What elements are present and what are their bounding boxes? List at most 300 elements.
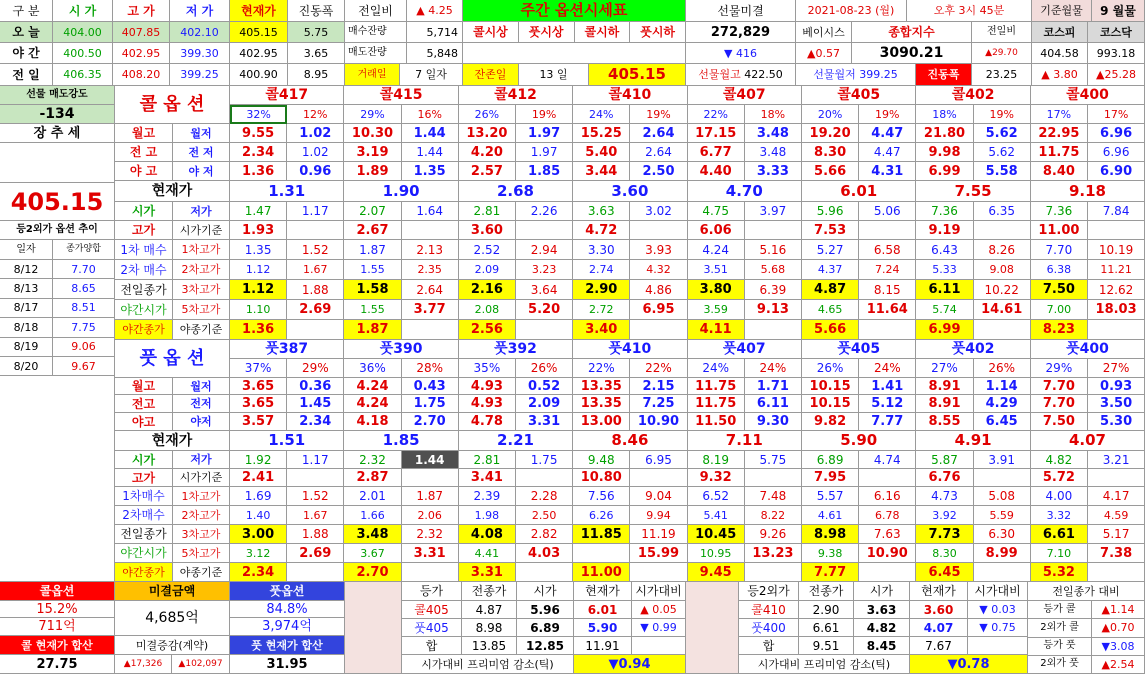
put-b5: 6.45 — [916, 563, 973, 582]
put-s1: 9.04 — [630, 487, 687, 506]
put-b3: 10.45 — [688, 525, 745, 544]
signal-blank — [463, 43, 686, 64]
kosdaq-label: 코스닥 — [1088, 22, 1145, 43]
put-night-high: 7.50 — [1031, 413, 1088, 431]
call-s4: 5.20 — [516, 300, 573, 320]
put-low: 6.95 — [630, 451, 687, 469]
put-current: 5.90 — [802, 431, 916, 451]
put-pct-1: 22% — [573, 359, 630, 378]
put-lbl-month-a: 월고 — [115, 378, 173, 395]
put-strike-name[interactable]: 풋405 — [802, 340, 916, 359]
history-value: 8.65 — [53, 279, 115, 298]
call-b3: 2.16 — [459, 280, 516, 300]
call-lbl-night-b: 야 저 — [173, 162, 230, 181]
call-b5: 3.40 — [573, 320, 630, 340]
month-high-value: 422.50 — [744, 68, 783, 81]
call-s3: 6.39 — [745, 280, 802, 300]
call-s5 — [516, 320, 573, 340]
put-lbl-openlow-b: 저가 — [173, 451, 230, 469]
bottom-call-sum-label: 콜 현재가 합산 — [0, 636, 115, 655]
row-cur-prev: 400.90 — [230, 64, 288, 86]
call-night-low: 6.90 — [1088, 162, 1145, 181]
bottom-oi-label: 미결금액 — [115, 582, 230, 601]
call-b1: 6.43 — [916, 240, 973, 260]
call-pct-2: 12% — [287, 105, 344, 124]
put-open: 8.19 — [688, 451, 745, 469]
call-b2: 5.33 — [916, 260, 973, 280]
atm-row-prev: 8.98 — [462, 619, 517, 637]
call-lbl-cur: 현재가 — [115, 181, 230, 202]
put-prev-high: 10.15 — [802, 395, 859, 413]
call-lbl-highref-b: 시가기준 — [173, 221, 230, 240]
put-b4: 3.67 — [344, 544, 401, 563]
call-s3: 3.64 — [516, 280, 573, 300]
call-high-ref — [516, 221, 573, 240]
row-cur-today: 405.15 — [230, 22, 288, 43]
call-pct-2: 17% — [1088, 105, 1145, 124]
put-s2: 9.94 — [630, 506, 687, 525]
row-cur-night: 402.95 — [230, 43, 288, 64]
put-open: 2.32 — [344, 451, 401, 469]
call-b1: 5.27 — [802, 240, 859, 260]
put-b4 — [573, 544, 630, 563]
otm2-row-open: 4.82 — [854, 619, 910, 637]
call-pct-1: 32% — [230, 105, 287, 124]
call-lbl-lv1-b: 1차고가 — [173, 240, 230, 260]
put-open: 1.92 — [230, 451, 287, 469]
call-pct-2: 19% — [516, 105, 573, 124]
call-month-high: 21.80 — [916, 124, 973, 143]
call-s3: 4.86 — [630, 280, 687, 300]
range-label: 진동폭 — [916, 64, 972, 86]
atm-row-diff: ▼ 0.99 — [632, 619, 686, 637]
put-high: 5.72 — [1031, 469, 1088, 487]
signal-1[interactable]: 풋시상 — [519, 22, 575, 43]
put-current: 1.51 — [230, 431, 344, 451]
put-pct-1: 37% — [230, 359, 287, 378]
strength-value: -134 — [0, 105, 115, 124]
put-b2: 5.41 — [688, 506, 745, 525]
put-lbl-lv5-a: 야간종가 — [115, 563, 173, 582]
atm-premium-label: 시가대비 프리미엄 감소(틱) — [402, 655, 574, 674]
put-high: 7.95 — [802, 469, 859, 487]
call-s2: 1.67 — [287, 260, 344, 280]
call-pct-1: 22% — [688, 105, 745, 124]
call-b1: 4.24 — [688, 240, 745, 260]
atm-row-name: 풋405 — [402, 619, 462, 637]
call-month-high: 9.55 — [230, 124, 287, 143]
atm-row-prev: 13.85 — [462, 637, 517, 655]
bottom-oi-change-b: ▲102,097 — [172, 655, 230, 674]
put-s1: 2.28 — [516, 487, 573, 506]
signal-0[interactable]: 콜시상 — [463, 22, 519, 43]
call-lbl-lv2-b: 2차고가 — [173, 260, 230, 280]
call-lbl-lv1-a: 1차 매수 — [115, 240, 173, 260]
compare-label: 2외가 풋 — [1028, 656, 1092, 674]
call-high: 2.67 — [344, 221, 401, 240]
call-lbl-highref-a: 고가 — [115, 221, 173, 240]
trend-label: 장 추 세 — [0, 124, 115, 143]
put-night-low: 9.30 — [745, 413, 802, 431]
call-high-ref — [974, 221, 1031, 240]
call-current: 6.01 — [802, 181, 916, 202]
atm-row-open: 12.85 — [517, 637, 574, 655]
call-b5: 1.36 — [230, 320, 287, 340]
put-pct-1: 24% — [688, 359, 745, 378]
call-lbl-lv3-a: 전일종가 — [115, 280, 173, 300]
put-strike-name[interactable]: 풋400 — [1031, 340, 1145, 359]
put-prev-high: 7.70 — [1031, 395, 1088, 413]
put-prev-low: 1.45 — [287, 395, 344, 413]
call-month-high: 10.30 — [344, 124, 401, 143]
otm2-row-open: 3.63 — [854, 601, 910, 619]
call-s1: 8.26 — [974, 240, 1031, 260]
put-b3: 8.98 — [802, 525, 859, 544]
call-low: 2.26 — [516, 202, 573, 221]
call-b2: 1.55 — [344, 260, 401, 280]
put-low: 3.91 — [974, 451, 1031, 469]
put-high: 10.80 — [573, 469, 630, 487]
otm2-row-cur: 4.07 — [910, 619, 968, 637]
call-b2: 3.51 — [688, 260, 745, 280]
put-night-high: 3.57 — [230, 413, 287, 431]
bottom-put-amount: 3,974억 — [230, 618, 345, 636]
call-lbl-openlow-a: 시가 — [115, 202, 173, 221]
put-s2: 6.78 — [859, 506, 916, 525]
put-high: 9.32 — [688, 469, 745, 487]
call-night-high: 6.99 — [916, 162, 973, 181]
otm2-row-diff: ▼ 0.75 — [968, 619, 1028, 637]
call-strike-name[interactable]: 콜400 — [1031, 86, 1145, 105]
call-b1: 1.87 — [344, 240, 401, 260]
put-s1: 1.87 — [402, 487, 459, 506]
header-open: 시 가 — [53, 0, 113, 22]
call-high-ref — [1088, 221, 1145, 240]
put-night-low: 3.31 — [516, 413, 573, 431]
call-strike-name[interactable]: 콜415 — [344, 86, 458, 105]
row-range-prev: 8.95 — [288, 64, 345, 86]
call-strike-name[interactable]: 콜417 — [230, 86, 344, 105]
otm2-row-name: 풋400 — [739, 619, 799, 637]
call-current: 7.55 — [916, 181, 1030, 202]
call-current: 4.70 — [688, 181, 802, 202]
atm-side-panel — [345, 582, 402, 674]
put-high-ref — [630, 469, 687, 487]
otm2-header-2: 시가 — [854, 582, 910, 601]
put-b3: 3.00 — [230, 525, 287, 544]
bottom-call-amount: 711억 — [0, 618, 115, 636]
put-month-high: 7.70 — [1031, 378, 1088, 395]
call-prev-high: 4.20 — [459, 143, 516, 162]
call-prev-high: 9.98 — [916, 143, 973, 162]
put-b2: 1.66 — [344, 506, 401, 525]
history-value: 9.06 — [53, 338, 115, 357]
put-s4: 7.38 — [1088, 544, 1145, 563]
call-pct-1: 29% — [344, 105, 401, 124]
put-month-low: 0.36 — [287, 378, 344, 395]
row-label-prev: 전 일 — [0, 64, 53, 86]
kospi200-label: 코스피 — [1032, 22, 1088, 43]
basis-label: 베이시스 — [796, 22, 852, 43]
atm-premium-value: ▼0.94 — [574, 655, 686, 674]
put-s1: 7.48 — [745, 487, 802, 506]
trade-days-label: 거래일 — [345, 64, 400, 86]
call-pct-1: 18% — [916, 105, 973, 124]
put-strike-name[interactable]: 풋402 — [916, 340, 1030, 359]
put-b1: 6.52 — [688, 487, 745, 506]
call-s2: 9.08 — [974, 260, 1031, 280]
call-b2: 6.38 — [1031, 260, 1088, 280]
history-value: 8.51 — [53, 299, 115, 318]
otm-side-panel — [686, 582, 739, 674]
atm-row-name: 합 — [402, 637, 462, 655]
call-prev-low: 1.97 — [516, 143, 573, 162]
call-b1: 3.30 — [573, 240, 630, 260]
call-night-low: 1.35 — [402, 162, 459, 181]
put-prev-high: 4.93 — [459, 395, 516, 413]
put-prev-low: 7.25 — [630, 395, 687, 413]
put-strike-name[interactable]: 풋407 — [688, 340, 802, 359]
kospi-label: 종합지수 — [852, 22, 972, 43]
put-strike-name[interactable]: 풋390 — [344, 340, 458, 359]
atm-row-diff — [632, 637, 686, 655]
put-b5: 3.31 — [459, 563, 516, 582]
put-b1: 2.39 — [459, 487, 516, 506]
put-lbl-prev-a: 전고 — [115, 395, 173, 413]
call-pct-2: 19% — [630, 105, 687, 124]
call-b4: 7.00 — [1031, 300, 1088, 320]
call-pct-2: 19% — [859, 105, 916, 124]
call-s4: 3.77 — [402, 300, 459, 320]
put-s5 — [630, 563, 687, 582]
date-label: 일자 — [0, 240, 53, 260]
call-b5: 4.11 — [688, 320, 745, 340]
header-futures-oi: 선물미결 — [686, 0, 796, 22]
put-pct-2: 27% — [1088, 359, 1145, 378]
call-b4: 1.55 — [344, 300, 401, 320]
call-night-high: 1.89 — [344, 162, 401, 181]
bottom-oi-change-label: 미결증감(계약) — [115, 636, 230, 655]
call-high-ref — [859, 221, 916, 240]
call-s5 — [402, 320, 459, 340]
put-month-low: 0.93 — [1088, 378, 1145, 395]
call-pct-1: 24% — [573, 105, 630, 124]
bottom-oi-change-a: ▲17,326 — [115, 655, 172, 674]
call-strike-name[interactable]: 콜412 — [459, 86, 573, 105]
put-b4: 7.10 — [1031, 544, 1088, 563]
call-prev-low: 6.96 — [1088, 143, 1145, 162]
put-current: 8.46 — [573, 431, 687, 451]
put-b4: 10.95 — [688, 544, 745, 563]
put-month-high: 4.93 — [459, 378, 516, 395]
put-night-high: 11.50 — [688, 413, 745, 431]
put-s2: 8.22 — [745, 506, 802, 525]
otm2-row-prev: 6.61 — [799, 619, 854, 637]
otm2-header-0: 등2외가 — [739, 582, 799, 601]
call-low: 1.64 — [402, 202, 459, 221]
trend-title: 등2외가 옵션 추이 — [0, 221, 115, 240]
otm2-row-prev: 9.51 — [799, 637, 854, 655]
call-month-low: 3.48 — [745, 124, 802, 143]
put-lbl-lv1-a: 1차매수 — [115, 487, 173, 506]
call-month-low: 1.44 — [402, 124, 459, 143]
call-prev-low: 1.02 — [287, 143, 344, 162]
put-b5: 5.32 — [1031, 563, 1088, 582]
signal-2[interactable]: 콜시하 — [575, 22, 631, 43]
call-s3: 8.15 — [859, 280, 916, 300]
call-b3: 2.90 — [573, 280, 630, 300]
call-current: 9.18 — [1031, 181, 1145, 202]
put-pct-1: 27% — [916, 359, 973, 378]
otm2-row-name: 합 — [739, 637, 799, 655]
compare-value: ▲1.14 — [1092, 601, 1145, 619]
call-strike-name[interactable]: 콜402 — [916, 86, 1030, 105]
put-lbl-lv4-b: 5차고가 — [173, 544, 230, 563]
put-s2: 4.59 — [1088, 506, 1145, 525]
call-low: 3.02 — [630, 202, 687, 221]
call-lbl-month-a: 월고 — [115, 124, 173, 143]
put-b1: 4.00 — [1031, 487, 1088, 506]
call-prev-low: 2.64 — [630, 143, 687, 162]
put-lbl-night-a: 야고 — [115, 413, 173, 431]
atm-header-2: 시가 — [517, 582, 574, 601]
call-b5: 8.23 — [1031, 320, 1088, 340]
put-s4: 15.99 — [630, 544, 687, 563]
call-month-high: 22.95 — [1031, 124, 1088, 143]
put-open: 6.89 — [802, 451, 859, 469]
call-s1: 1.52 — [287, 240, 344, 260]
put-low: 1.44 — [402, 451, 459, 469]
put-current: 4.07 — [1031, 431, 1145, 451]
put-prev-high: 8.91 — [916, 395, 973, 413]
call-b3: 6.11 — [916, 280, 973, 300]
put-lbl-lv5-b: 야종기준 — [173, 563, 230, 582]
put-b3: 7.73 — [916, 525, 973, 544]
put-high-ref — [974, 469, 1031, 487]
put-s3: 2.82 — [516, 525, 573, 544]
signal-3[interactable]: 풋시하 — [630, 22, 686, 43]
put-s4: 13.23 — [745, 544, 802, 563]
call-s5 — [630, 320, 687, 340]
row-high-night: 402.95 — [113, 43, 170, 64]
put-prev-low: 3.50 — [1088, 395, 1145, 413]
header-prev-diff: ▲ 4.25 — [407, 0, 463, 22]
call-b5: 2.56 — [459, 320, 516, 340]
put-prev-high: 3.65 — [230, 395, 287, 413]
call-high: 7.53 — [802, 221, 859, 240]
call-b4: 3.59 — [688, 300, 745, 320]
put-open: 4.82 — [1031, 451, 1088, 469]
call-s3: 2.64 — [402, 280, 459, 300]
atm-row-name: 콜405 — [402, 601, 462, 619]
remain-label: 잔존일 — [463, 64, 519, 86]
row-low-today: 402.10 — [170, 22, 230, 43]
call-night-low: 1.85 — [516, 162, 573, 181]
otm2-row-diff: ▼ 0.03 — [968, 601, 1028, 619]
put-b4: 8.30 — [916, 544, 973, 563]
call-high: 3.60 — [459, 221, 516, 240]
compare-label: 등가 콜 — [1028, 601, 1092, 619]
call-high-ref — [630, 221, 687, 240]
call-s1: 5.16 — [745, 240, 802, 260]
call-prev-high: 2.34 — [230, 143, 287, 162]
call-lbl-prev-a: 전 고 — [115, 143, 173, 162]
row-range-night: 3.65 — [288, 43, 345, 64]
otm2-header-4: 시가대비 — [968, 582, 1028, 601]
futures-oi: 272,829 — [686, 22, 796, 43]
bottom-call-label: 콜옵션 — [0, 582, 115, 601]
put-strike-name[interactable]: 풋387 — [230, 340, 344, 359]
put-s2: 1.67 — [287, 506, 344, 525]
call-high: 9.19 — [916, 221, 973, 240]
put-b4: 4.41 — [459, 544, 516, 563]
put-lbl-lv4-a: 야간시가 — [115, 544, 173, 563]
history-value: 9.67 — [53, 357, 115, 376]
call-b4: 5.74 — [916, 300, 973, 320]
put-strike-name[interactable]: 풋392 — [459, 340, 573, 359]
history-date: 8/17 — [0, 299, 53, 318]
put-b5: 2.70 — [344, 563, 401, 582]
put-prev-high: 11.75 — [688, 395, 745, 413]
put-high: 6.76 — [916, 469, 973, 487]
call-open: 1.47 — [230, 202, 287, 221]
put-pct-2: 26% — [974, 359, 1031, 378]
trend-blank — [0, 143, 115, 183]
call-night-high: 4.40 — [688, 162, 745, 181]
call-strike-name[interactable]: 콜407 — [688, 86, 802, 105]
put-b4: 3.12 — [230, 544, 287, 563]
call-month-low: 1.02 — [287, 124, 344, 143]
call-strike-name[interactable]: 콜410 — [573, 86, 687, 105]
compare-value: ▲0.70 — [1092, 619, 1145, 637]
call-month-low: 4.47 — [859, 124, 916, 143]
call-pct-1: 17% — [1031, 105, 1088, 124]
call-high: 1.93 — [230, 221, 287, 240]
otm2-row-cur: 7.67 — [910, 637, 968, 655]
call-current: 2.68 — [459, 181, 573, 202]
call-lbl-night-a: 야 고 — [115, 162, 173, 181]
call-strike-name[interactable]: 콜405 — [802, 86, 916, 105]
otm2-row-open: 8.45 — [854, 637, 910, 655]
call-s1: 6.58 — [859, 240, 916, 260]
put-s5 — [516, 563, 573, 582]
put-month-high: 3.65 — [230, 378, 287, 395]
call-s3: 1.88 — [287, 280, 344, 300]
history-date: 8/12 — [0, 260, 53, 279]
put-prev-low: 2.09 — [516, 395, 573, 413]
put-s4: 4.03 — [516, 544, 573, 563]
sell-value: 5,848 — [407, 43, 463, 64]
call-s2: 2.35 — [402, 260, 459, 280]
put-s5 — [974, 563, 1031, 582]
put-b5: 9.45 — [688, 563, 745, 582]
remain-value: 13 일 — [519, 64, 589, 86]
call-high: 6.06 — [688, 221, 745, 240]
put-s3: 6.30 — [974, 525, 1031, 544]
call-night-low: 4.31 — [859, 162, 916, 181]
call-night-low: 5.58 — [974, 162, 1031, 181]
atm-row-cur: 5.90 — [574, 619, 632, 637]
call-open: 4.75 — [688, 202, 745, 221]
put-month-low: 2.15 — [630, 378, 687, 395]
call-lbl-lv5-b: 야종기준 — [173, 320, 230, 340]
put-strike-name[interactable]: 풋410 — [573, 340, 687, 359]
put-lbl-lv2-a: 2차매수 — [115, 506, 173, 525]
call-month-low: 2.64 — [630, 124, 687, 143]
put-b2: 4.61 — [802, 506, 859, 525]
header-title: 주간 옵션시세표 — [463, 0, 686, 22]
row-high-prev: 408.20 — [113, 64, 170, 86]
